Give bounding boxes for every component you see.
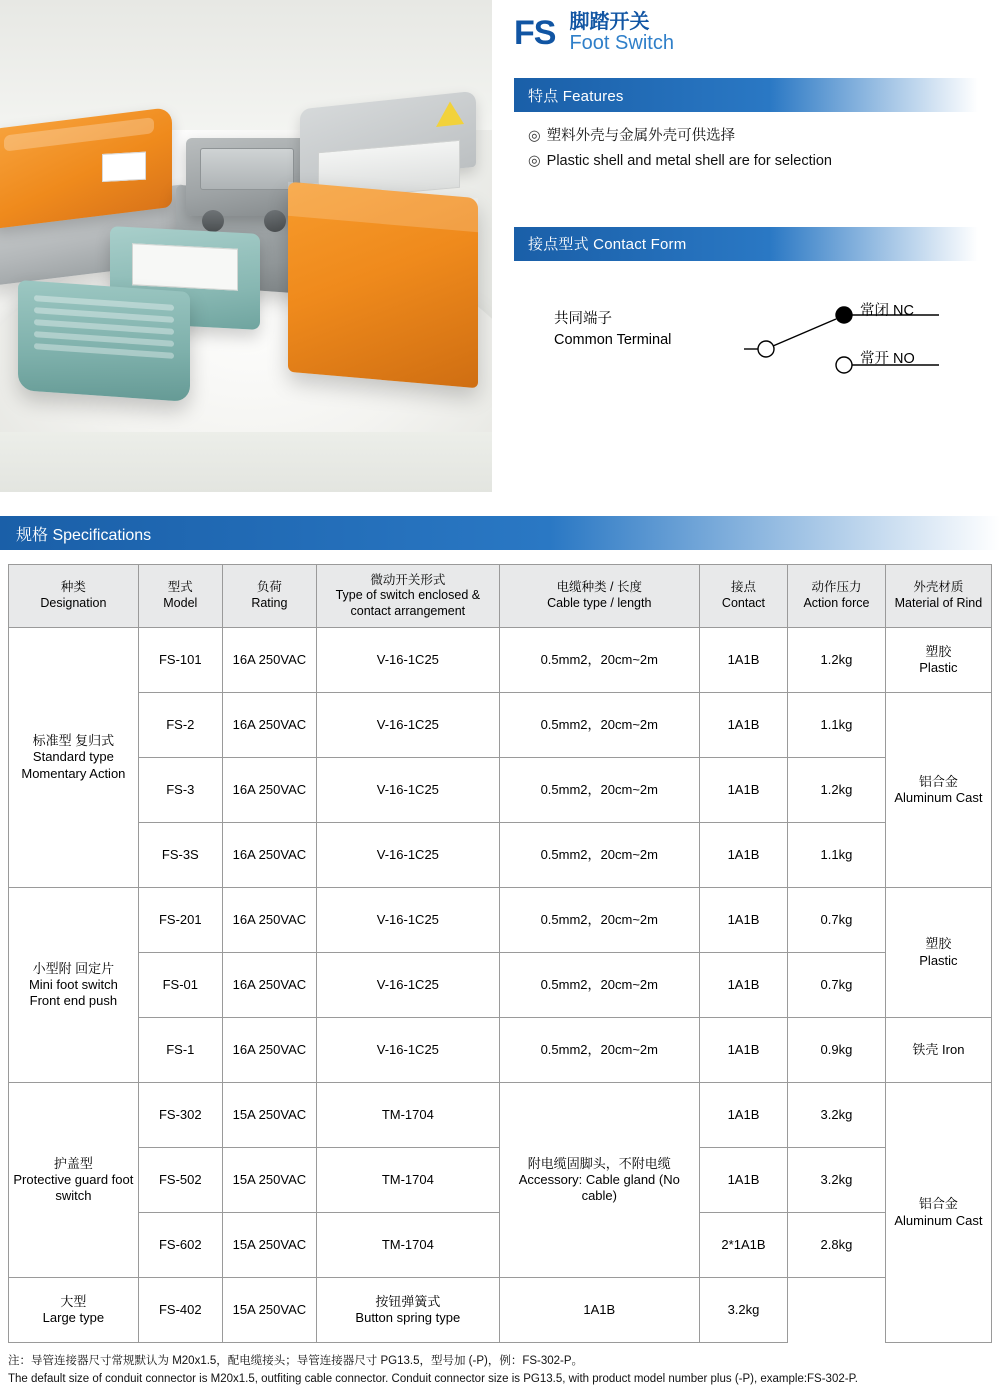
cell-contact: 1A1B [699,823,787,888]
col-material-cn: 外壳材质 [913,580,964,595]
col-rating-en: Rating [251,596,288,610]
cell-contact: 1A1B [699,888,787,953]
cell-model: FS-602 [138,1213,222,1278]
cell-cable: 0.5mm2，20cm~2m [499,758,699,823]
cell-rating: 15A 250VAC [222,1278,316,1343]
col-switch-type-cn: 微动开关形式 [370,572,446,587]
warning-triangle-icon [436,100,464,127]
col-rating-cn: 负荷 [256,580,282,595]
cell-switch-type: TM-1704 [316,1083,499,1148]
col-model-cn: 型式 [167,580,193,595]
col-force [788,565,886,628]
cell-switch-type [316,1278,499,1343]
brand-name-cn: 脚踏开关 [569,11,650,33]
no-label: 常开 NO [860,350,915,367]
cell-force: 0.9kg [788,1018,886,1083]
col-switch-type-en: Type of switch enclosed & contact arrangement [335,588,481,618]
cell-contact: 1A1B [699,1083,787,1148]
cell-rating: 15A 250VAC [222,1148,316,1213]
footer-notes [8,1353,992,1389]
col-cable [499,565,699,628]
cell-switch-type-cn: 按钮弹簧式 [375,1293,441,1309]
col-material-en: Material of Rind [894,596,983,610]
table-row [9,758,992,823]
cell-material [885,888,991,1018]
cell-rating: 16A 250VAC [222,823,316,888]
table-row [9,628,992,693]
cell-switch-type: V-16-1C25 [316,823,499,888]
cell-rating: 15A 250VAC [222,1213,316,1278]
cell-force: 1.1kg [788,693,886,758]
col-model [138,565,222,628]
contact-form-heading-bar [514,227,978,261]
group-designation [9,1278,139,1343]
cell-rating: 16A 250VAC [222,888,316,953]
cell-force: 3.2kg [788,1148,886,1213]
cell-cable-merged [499,1083,699,1278]
cell-force: 0.7kg [788,888,886,953]
cell-material: 铁壳 Iron [885,1018,991,1083]
table-header-row [9,565,992,628]
table-row [9,693,992,758]
cell-contact: 1A1B [699,1148,787,1213]
cell-material-cn: 塑胶 [925,643,952,659]
features-heading: 特点 Features [528,87,624,105]
cell-switch-type: V-16-1C25 [316,1018,499,1083]
feature-text-cn: 塑料外壳与金属外壳可供选择 [546,128,736,144]
contact-form-heading: 接点型式 Contact Form [528,236,687,254]
cell-contact: 1A1B [699,1018,787,1083]
cell-force: 1.2kg [788,758,886,823]
col-model-en: Model [163,596,198,610]
bullet-icon: ◎ [528,153,541,170]
col-designation-en: Designation [40,596,107,610]
product-label [132,243,238,291]
col-force-en: Action force [803,596,870,610]
cell-rating: 16A 250VAC [222,1018,316,1083]
cell-material-cn: 塑胶 [925,936,952,952]
features-heading-bar [514,78,978,112]
group-designation-cn: 护盖型 [53,1155,93,1171]
cell-switch-type: TM-1704 [316,1213,499,1278]
cell-model: FS-2 [138,693,222,758]
cell-model: FS-3 [138,758,222,823]
table-body [9,628,992,1343]
cell-contact: 1A1B [699,628,787,693]
cell-force: 1.2kg [788,628,886,693]
table-row [9,1278,992,1343]
cell-cable-en: Accessory: Cable gland (No cable) [518,1171,680,1204]
cable-gland-icon [264,210,286,232]
col-force-cn: 动作压力 [811,580,862,595]
cell-contact: 1A1B [699,758,787,823]
col-designation [9,565,139,628]
cell-rating: 16A 250VAC [222,693,316,758]
contact-diagram [744,293,994,393]
group-designation [9,888,139,1083]
cell-switch-type: V-16-1C25 [316,953,499,1018]
group-designation [9,628,139,888]
cell-model: FS-101 [138,628,222,693]
cell-model: FS-302 [138,1083,222,1148]
table-row [9,1083,992,1148]
brand-name-en: Foot Switch [569,32,674,54]
group-designation-en: Large type [42,1310,105,1325]
cell-model: FS-1 [138,1018,222,1083]
col-cable-en: Cable type / length [547,596,652,610]
features-list [528,124,978,175]
cell-switch-type: V-16-1C25 [316,693,499,758]
cell-material [885,628,991,693]
cell-contact: 1A1B [499,1278,699,1343]
bullet-icon: ◎ [528,128,541,144]
cell-contact: 1A1B [699,953,787,1018]
cell-cable: 0.5mm2，20cm~2m [499,628,699,693]
product-photo [0,0,492,492]
common-terminal-cn: 共同端子 [554,310,612,327]
cell-material-cn: 铝合金 [918,773,958,789]
group-designation-cn: 小型附 回定片 [32,960,115,976]
cell-switch-type-en: Button spring type [355,1310,461,1325]
nameplate [200,148,294,190]
col-contact [699,565,787,628]
product-label [102,152,146,182]
cell-force: 3.2kg [788,1083,886,1148]
cell-force: 3.2kg [699,1278,787,1343]
cell-cable: 0.5mm2，20cm~2m [499,888,699,953]
cell-rating: 15A 250VAC [222,1083,316,1148]
group-designation-cn: 标准型 复归式 [32,733,115,749]
cell-contact: 2*1A1B [699,1213,787,1278]
top-section [0,0,1000,492]
table-row [9,823,992,888]
col-rating [222,565,316,628]
foot-switch-orange-right [288,182,478,389]
group-designation-en: Standard type Momentary Action [21,749,126,781]
cell-contact: 1A1B [699,693,787,758]
cell-material [885,693,991,888]
cell-rating: 16A 250VAC [222,628,316,693]
table-row [9,953,992,1018]
col-cable-cn: 电缆种类 / 长度 [556,580,642,595]
note-cn: 注：导管连接器尺寸常规默认为 M20x1.5，配电缆接头；导管连接器尺寸 PG13.5，型号加 (-P)，例：FS-302-P。 [8,1355,584,1367]
common-terminal-en: Common Terminal [554,331,672,348]
cell-force: 0.7kg [788,953,886,1018]
group-designation [9,1083,139,1278]
col-contact-cn: 接点 [730,580,756,595]
cell-cable: 0.5mm2，20cm~2m [499,693,699,758]
cell-material-en: Aluminum Cast [894,790,983,805]
cell-model: FS-402 [138,1278,222,1343]
col-contact-en: Contact [721,596,766,610]
note-en: The default size of conduit connector is M20x1.5, outfiting cable connector. Conduit connector size is PG13.5, with product model number plus (-P), example:FS-302-P. [8,1372,858,1385]
specifications-table [8,564,992,1343]
right-column [492,0,1000,492]
cell-switch-type: V-16-1C25 [316,758,499,823]
cell-model: FS-01 [138,953,222,1018]
cell-model: FS-3S [138,823,222,888]
cell-material-en: Aluminum Cast [894,1212,983,1228]
col-designation-cn: 种类 [60,580,86,595]
table-header [9,565,992,628]
cell-cable-cn: 附电缆固脚头，不附电缆 [527,1155,671,1171]
cable-gland-icon [202,210,224,232]
nc-label: 常闭 NC [860,302,914,319]
brand-abbr: FS [514,13,556,52]
cell-model: FS-502 [138,1148,222,1213]
cell-force: 2.8kg [788,1213,886,1278]
specifications-heading-bar [0,516,1000,550]
cell-rating: 16A 250VAC [222,953,316,1018]
cell-material [885,1083,991,1343]
cell-material-en: Plastic [919,952,958,968]
cell-material-en: Plastic [919,660,958,675]
feature-text-en: Plastic shell and metal shell are for selection [546,153,832,170]
cell-force: 1.1kg [788,823,886,888]
group-designation-en: Protective guard foot switch [13,1171,134,1204]
photo-floor [0,432,492,492]
brand-header [492,0,1000,54]
feature-item [528,149,978,174]
col-material [885,565,991,628]
cell-switch-type: V-16-1C25 [316,628,499,693]
foot-switch-teal-pedal [18,280,190,402]
brand-names [569,12,673,54]
cell-rating: 16A 250VAC [222,758,316,823]
cell-cable: 0.5mm2，20cm~2m [499,823,699,888]
common-terminal-label [554,309,671,351]
table-row [9,1018,992,1083]
cell-material-cn: 铝合金 [918,1196,958,1212]
col-switch-type [316,565,499,628]
cell-switch-type: V-16-1C25 [316,888,499,953]
cell-cable: 0.5mm2，20cm~2m [499,1018,699,1083]
cell-cable: 0.5mm2，20cm~2m [499,953,699,1018]
group-designation-en: Mini foot switch Front end push [28,976,118,1009]
cell-model: FS-201 [138,888,222,953]
feature-item [528,124,978,149]
table-row [9,888,992,953]
specifications-heading: 规格 Specifications [16,526,152,544]
cell-switch-type: TM-1704 [316,1148,499,1213]
contact-form-diagram-area [514,287,978,407]
group-designation-cn: 大型 [60,1293,87,1309]
